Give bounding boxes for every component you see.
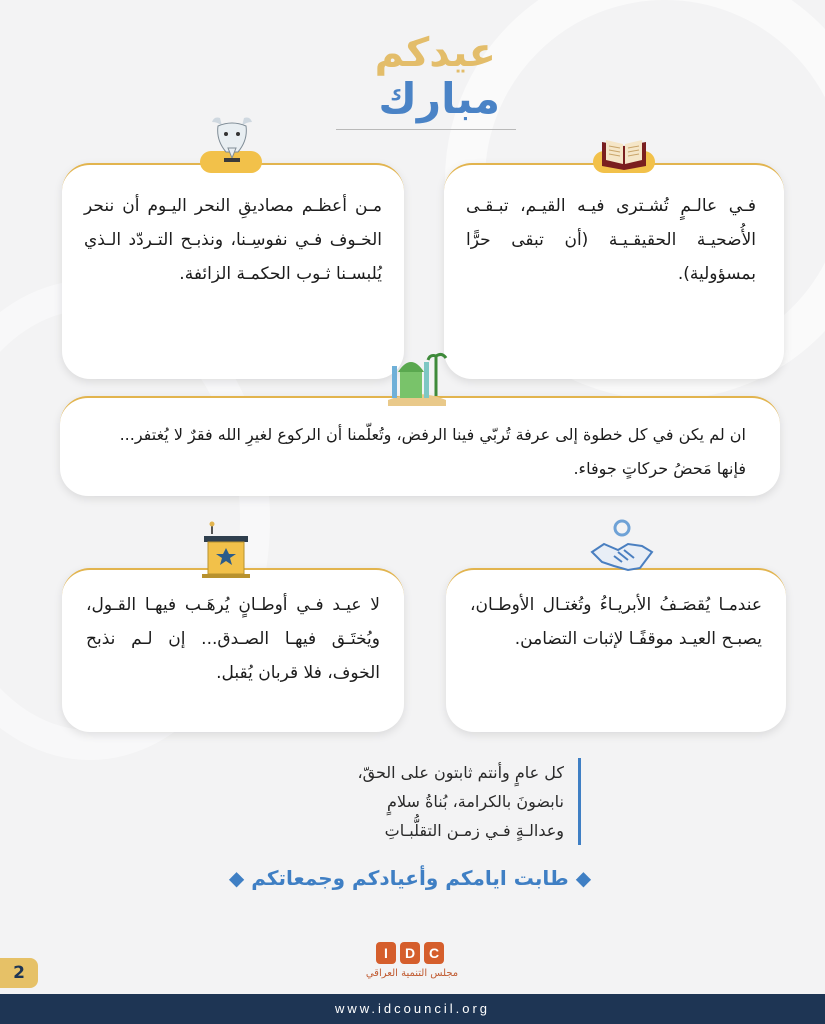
website-link[interactable]: www.idcouncil.org [334,1001,491,1016]
card-book-text: فـي عالـمٍ تُشـترى فيـه القيـم، تبـقـى الأُضحيـة الحقيقـيـة (أن تبقى حرًّا بمسؤولية). [466,196,756,284]
idc-letter-d: D [400,942,420,964]
mosque-icon [384,348,450,408]
footer-bar [0,994,825,1024]
podium-icon [198,520,254,580]
card-handshake [446,568,786,732]
card-mosque [60,396,780,496]
book-icon [598,132,650,172]
card-goat [62,163,404,379]
card-book [444,163,784,379]
goat-icon [206,114,258,166]
tagline: ◆ طابت ايامكم وأعيادكم وجمعاتكم ◆ [228,866,592,890]
idc-letter-c: C [424,942,444,964]
handshake-icon [588,516,656,578]
org-name: مجلس التنمية العراقي [365,968,459,979]
card-podium [62,568,404,732]
eid-mubarak-logo [338,28,508,124]
idc-logo [365,942,459,990]
card-podium-text: لا عيـد فـي أوطـانٍ يُرهَـب فيهـا القـول، ويُختَـق فيهـا الصـدق... إن لـم نذبح الخوف، فلا قربان يُقبل. [86,595,380,683]
header-divider [336,129,516,130]
idc-letter-i: I [376,942,396,964]
page-number: 2 [0,958,38,988]
closing-line-1: كل عامٍ وأنتم ثابتون على الحقّ، [357,763,564,782]
card-goat-text: مـن أعظـم مصاديقِ النحر اليـوم أن ننحر الخـوف فـي نفوسِـنا، ونذبـح التـردّد الـذي يُلبسـنا ثـوب الحكمـة الزائفة. [84,196,382,284]
card-mosque-text: ان لم يكن في كل خطوة إلى عرفة تُربّي فينا الرفض، وتُعلّمنا أن الركوع لغيرِ الله فقرٌ لا يُغتفر... فإنها مَحضُ حركاتٍ جوفاء. [119,425,746,478]
closing-greeting [224,758,581,845]
closing-line-2: نابضونَ بالكرامة، بُناةُ سلامٍ [387,792,564,811]
logo-line-2: مبارك [378,74,500,123]
card-handshake-text: عندمـا يُقصَـفُ الأبريـاءُ وتُغتـال الأوطـان، يصبـح العيـد موقفًـا لإثبات التضامن. [470,595,762,649]
closing-line-3: وعدالـةٍ فـي زمـن التقلُّبـاتِ [384,821,564,840]
logo-line-1: عيدكم [374,30,496,76]
